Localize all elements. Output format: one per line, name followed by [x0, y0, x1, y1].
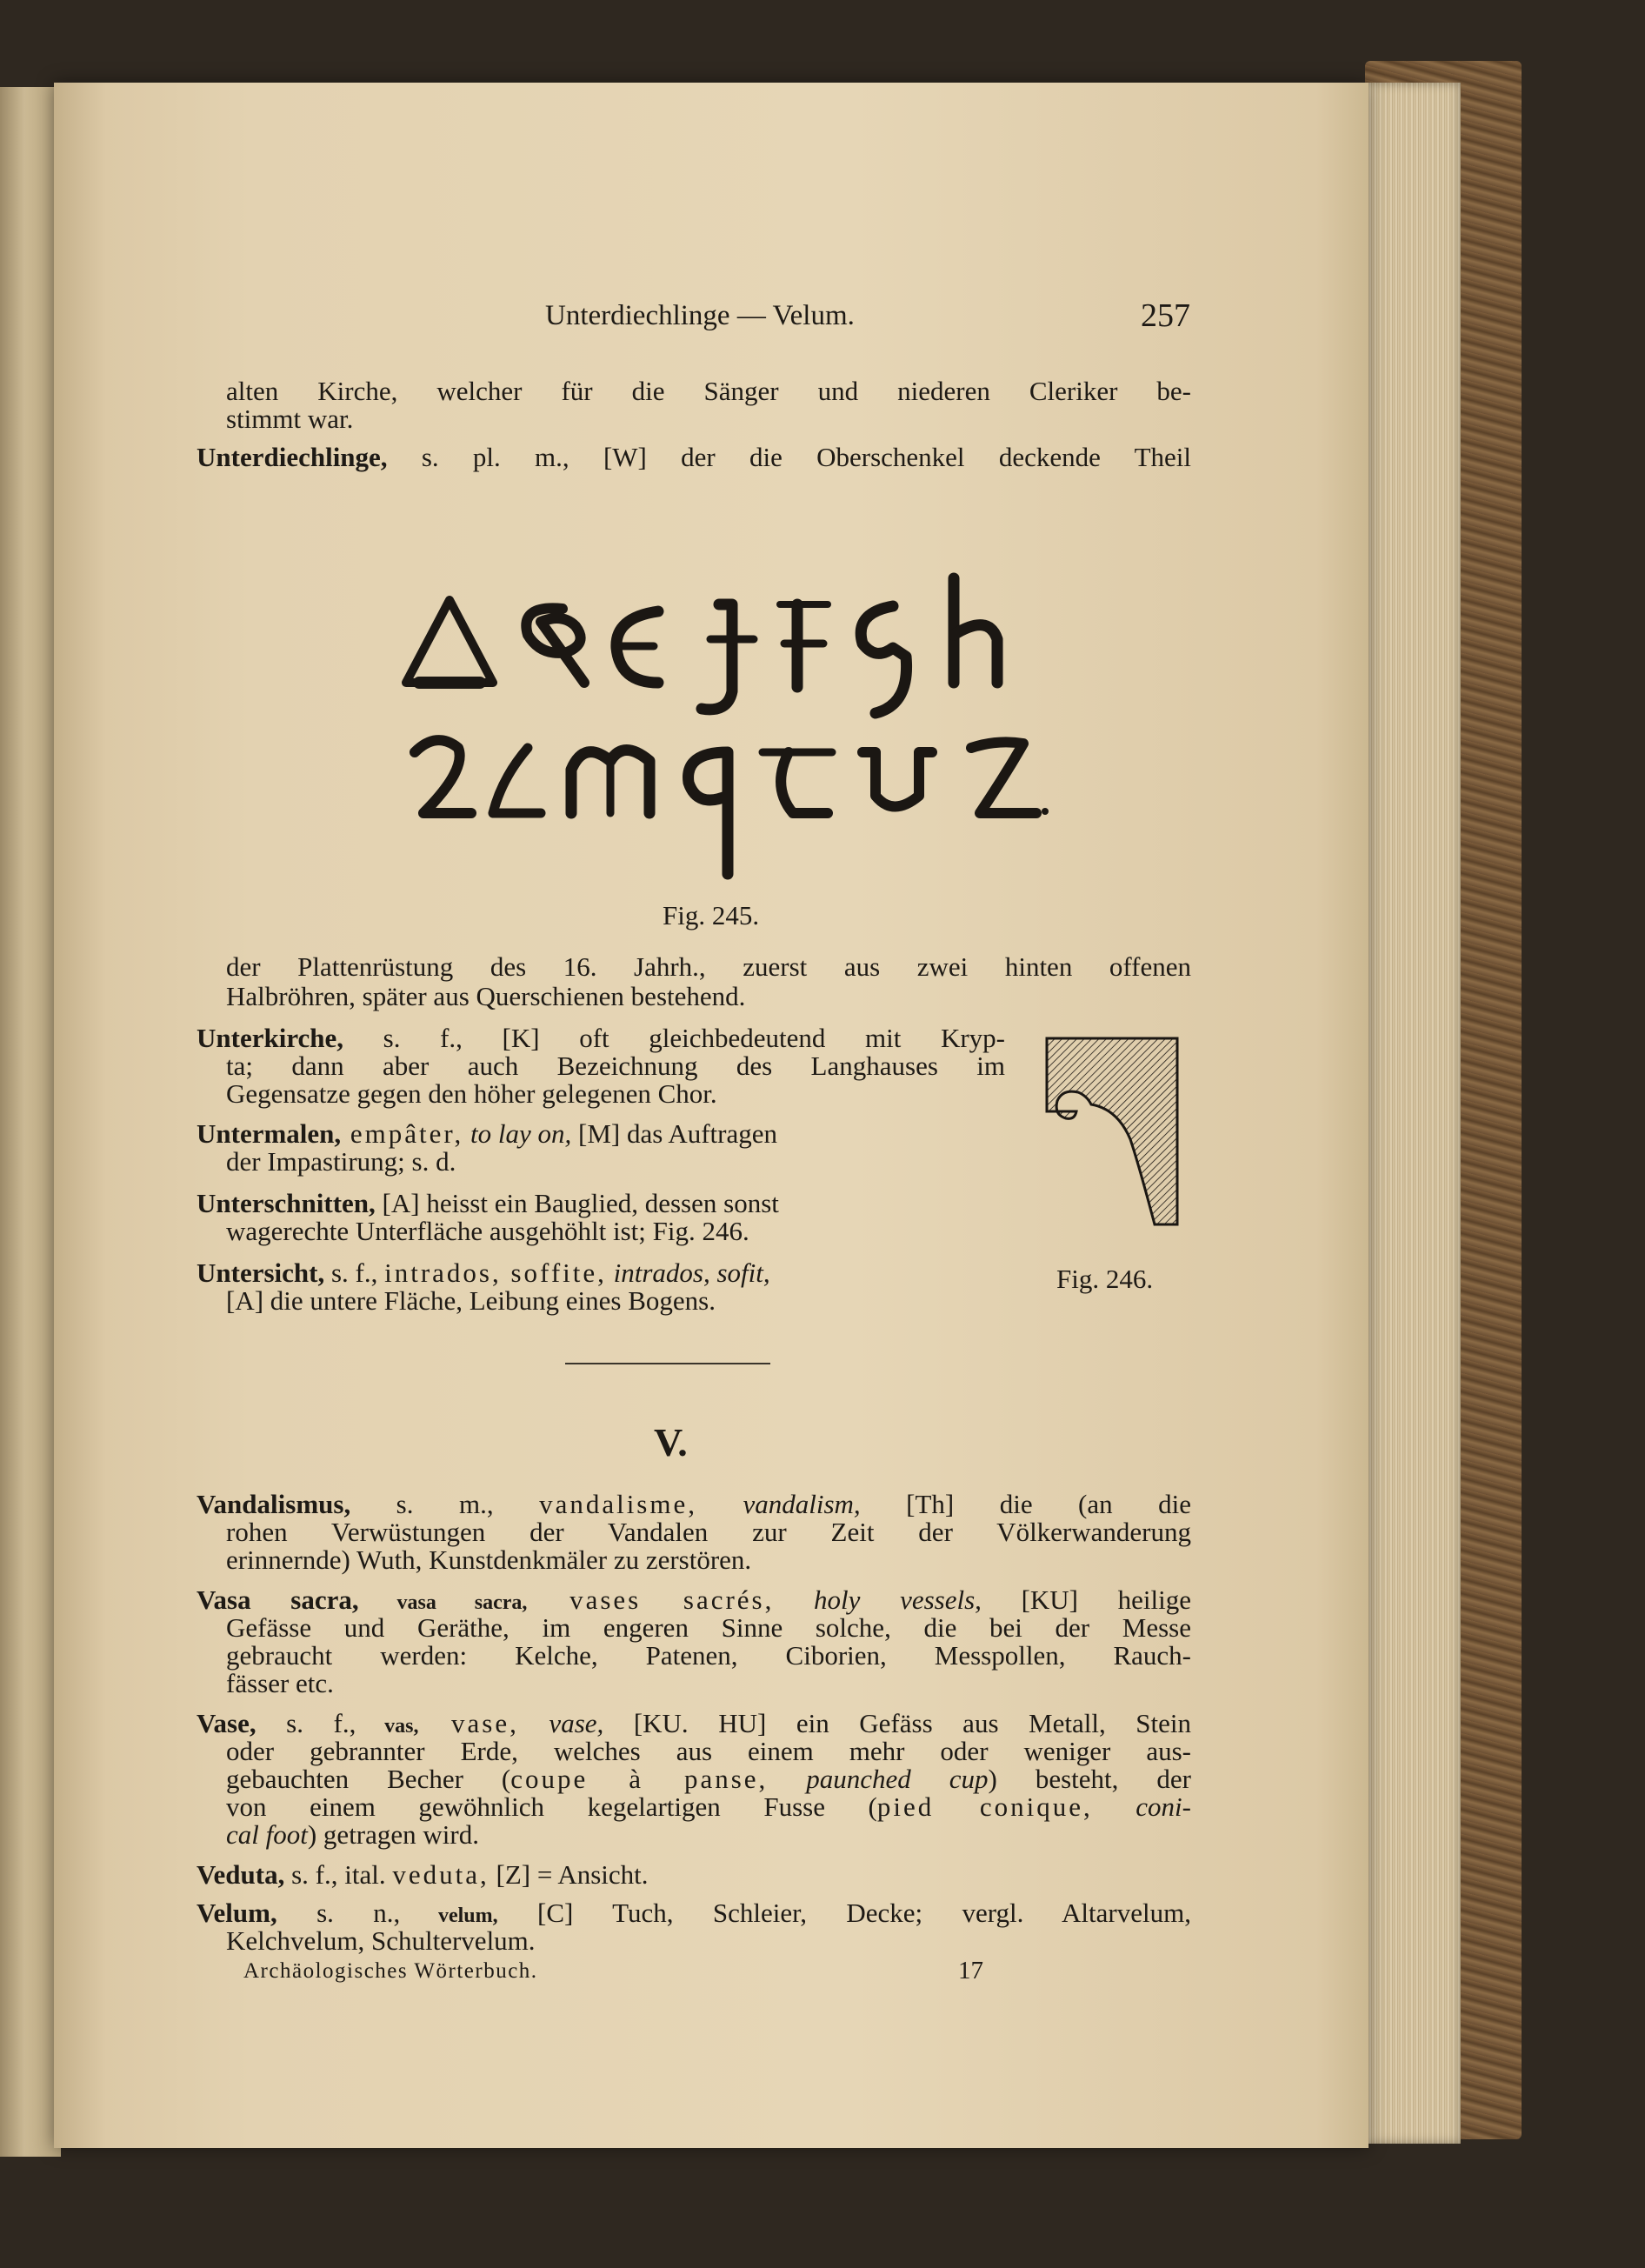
entry-text: s. n.,	[276, 1898, 401, 1928]
entry-text: s. f.,	[256, 1708, 356, 1738]
entry-term: Veduta,	[196, 1859, 285, 1890]
text-line: Gefässe und Geräthe, im engeren Sinne solche, die bei der Messe	[226, 1612, 1191, 1643]
running-title: Unterdiechlinge — Velum.	[545, 300, 855, 331]
entry-term: Vase,	[196, 1708, 256, 1738]
figure-245-letters	[389, 552, 1067, 891]
text-line: der Plattenrüstung des 16. Jahrh., zuerst aus zwei hinten offenen	[226, 951, 1191, 982]
book-page	[54, 83, 1369, 2148]
french-term: vase,	[418, 1708, 519, 1738]
entry-term: Velum,	[196, 1898, 277, 1928]
entry-text: [M] das Auftragen	[571, 1118, 777, 1149]
text-line: stimmt war.	[226, 404, 354, 434]
italian-term: veduta,	[392, 1859, 490, 1890]
entry-text: [Th] die (an die	[860, 1489, 1191, 1519]
entry-text: [KU] heilige	[981, 1584, 1192, 1615]
text-line: Gegensatze gegen den höher gelegenen Chor.	[226, 1078, 717, 1109]
entry-text: s. m.,	[350, 1489, 540, 1519]
entry-text: [KU. HU] ein Gefäss aus Metall, Stein	[603, 1708, 1191, 1738]
entry-term: Vandalismus,	[196, 1489, 351, 1519]
running-header	[493, 297, 1197, 344]
latin-term: velum,	[400, 1904, 498, 1927]
text-line	[226, 1764, 1191, 1794]
entry-unterkirche	[196, 1024, 1005, 1053]
entry-term: Unterschnitten,	[196, 1188, 376, 1218]
entry-term: Unterkirche,	[196, 1023, 344, 1053]
entry-unterschnitten	[196, 1189, 779, 1218]
text-line: gebraucht werden: Kelche, Patenen, Ciborien, Messpollen, Rauch-	[226, 1640, 1191, 1671]
text-line: erinnernde) Wuth, Kunstdenkmäler zu zerstören.	[226, 1544, 752, 1575]
text-line: [A] die untere Fläche, Leibung eines Bogens.	[226, 1285, 716, 1316]
english-term: vase,	[518, 1708, 604, 1738]
entry-text: ) getragen wird.	[307, 1819, 479, 1850]
text-line: Kelchvelum, Schultervelum.	[226, 1925, 536, 1956]
french-term: empâter,	[341, 1118, 464, 1149]
text-line	[226, 1820, 479, 1850]
text-line	[226, 1792, 1191, 1822]
footer-book-title: Archäologisches Wörterbuch.	[243, 1959, 538, 1983]
entry-term: Vasa sacra,	[196, 1584, 359, 1615]
entry-text: s. pl. m., [W] der die Oberschenkel deckende Theil	[387, 442, 1191, 472]
text-line: oder gebrannter Erde, welches aus einem mehr oder weniger aus-	[226, 1736, 1191, 1766]
entry-text: [A] heisst ein Bauglied, dessen sonst	[375, 1188, 779, 1218]
entry-term: Untersicht,	[196, 1257, 325, 1288]
entry-unterdiechlinge	[196, 443, 1191, 472]
entry-text: s. f., ital.	[284, 1859, 393, 1890]
french-term: vases sacrés,	[527, 1584, 775, 1615]
left-page-edge	[0, 87, 61, 2157]
text-line: rohen Verwüstungen der Vandalen zur Zeit der Völkerwanderung	[226, 1517, 1191, 1547]
entry-untersicht	[196, 1258, 770, 1288]
entry-text: s. f.,	[324, 1257, 385, 1288]
french-term: pied conique,	[876, 1791, 1093, 1822]
text-line: wagerechte Unterfläche ausgehöhlt ist; Fig. 246.	[226, 1216, 749, 1246]
english-term: holy vessels,	[774, 1584, 982, 1615]
french-term: intrados, soffite,	[384, 1257, 607, 1288]
figure-245-caption: Fig. 245.	[663, 900, 760, 931]
english-term: intrados, sofit,	[606, 1257, 770, 1288]
entry-text: gebauchten Becher (	[226, 1764, 511, 1794]
latin-term: vas,	[356, 1715, 419, 1738]
text-line: alten Kirche, welcher für die Sänger und niederen Cleriker be-	[226, 376, 1191, 406]
english-term: cal foot	[226, 1819, 308, 1850]
text-line: der Impastirung; s. d.	[226, 1146, 456, 1177]
text-line: Halbröhren, später aus Querschienen bestehend.	[226, 981, 746, 1011]
french-term: coupe à panse,	[510, 1764, 769, 1794]
footer-sheet-number: 17	[958, 1957, 983, 1984]
text-line: ta; dann aber auch Bezeichnung des Langhauses im	[226, 1051, 1005, 1081]
section-letter: V.	[654, 1420, 688, 1464]
entry-text: [Z] = Ansicht.	[489, 1859, 649, 1890]
entry-vandalismus	[196, 1490, 1191, 1519]
latin-term: vasa sacra,	[358, 1591, 528, 1614]
page-number: 257	[1141, 297, 1190, 334]
figure-246-profile	[1043, 1035, 1181, 1228]
page-edges	[1356, 83, 1461, 2144]
entry-text: s. f., [K] oft gleichbedeutend mit Kryp-	[343, 1023, 1005, 1053]
figure-246-caption: Fig. 246.	[1056, 1264, 1154, 1294]
entry-veduta	[196, 1860, 649, 1890]
english-term: paunched cup	[768, 1764, 989, 1794]
section-divider	[565, 1363, 770, 1364]
french-term: vandalisme,	[539, 1489, 697, 1519]
text-line: fässer etc.	[226, 1668, 334, 1698]
entry-text: von einem gewöhnlich kegelartigen Fusse (	[226, 1791, 877, 1822]
entry-text: ) besteht, der	[988, 1764, 1191, 1794]
entry-term: Untermalen,	[196, 1118, 342, 1149]
english-term: to lay on,	[463, 1118, 572, 1149]
entry-untermalen	[196, 1119, 777, 1149]
entry-text: [C] Tuch, Schleier, Decke; vergl. Altarvelum,	[497, 1898, 1191, 1928]
english-term: vandalism,	[697, 1489, 861, 1519]
english-term: coni-	[1092, 1791, 1191, 1822]
entry-term: Unterdiechlinge,	[196, 442, 388, 472]
